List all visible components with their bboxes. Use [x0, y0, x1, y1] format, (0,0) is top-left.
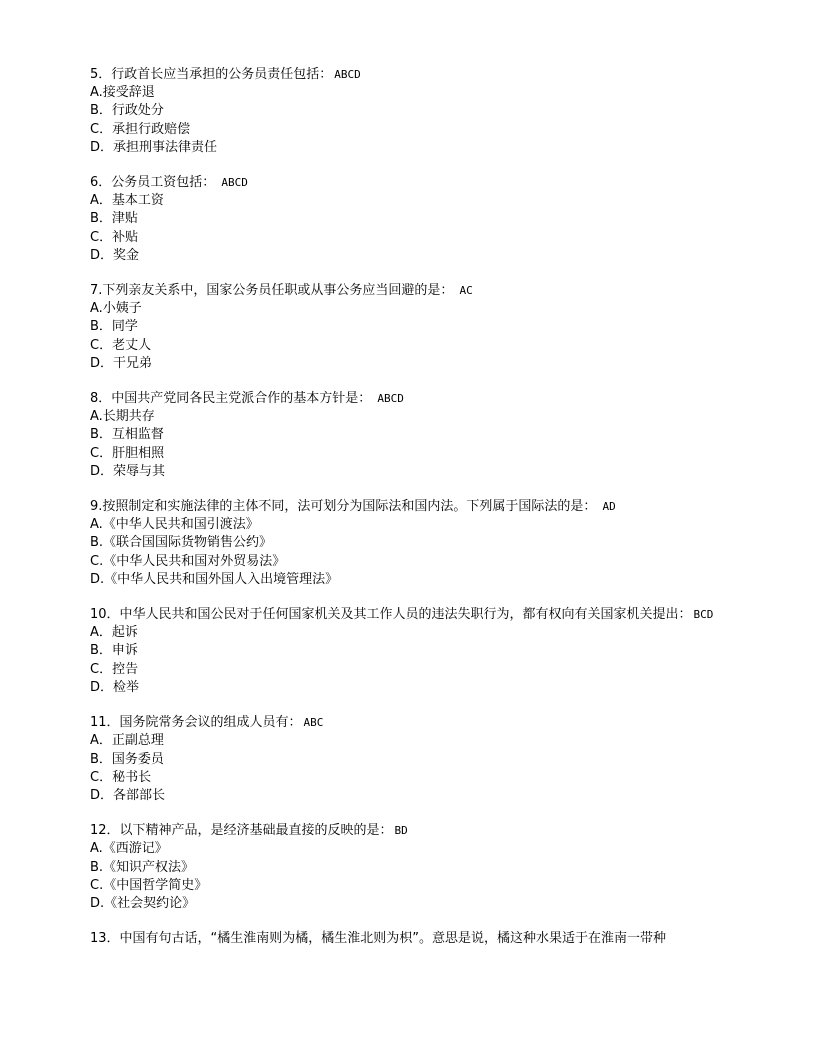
- option-c: C．老丈人: [90, 337, 152, 353]
- option-d: D.《社会契约论》: [90, 895, 196, 911]
- option-c: C.《中国哲学简史》: [90, 877, 208, 893]
- option-a: A.长期共存: [90, 409, 155, 425]
- question-text: 12．以下精神产品，是经济基础最直接的反映的是： BD: [90, 823, 408, 839]
- option-b: B.《联合国国际货物销售公约》: [90, 535, 273, 551]
- option-a: A.《西游记》: [90, 841, 168, 857]
- option-b: B．行政处分: [90, 103, 164, 119]
- question-13: [90, 930, 720, 948]
- option-a: A.接受辞退: [90, 85, 155, 101]
- option-b: B．互相监督: [90, 427, 164, 443]
- answer-key: BCD: [693, 608, 714, 622]
- question-text: 6．公务员工资包括： ABCD: [90, 175, 248, 191]
- option-d: D．检举: [90, 679, 140, 695]
- option-a: A.小姨子: [90, 301, 142, 317]
- question-6: [90, 174, 720, 265]
- option-c: C．肝胆相照: [90, 445, 165, 461]
- option-c: C.《中华人民共和国对外贸易法》: [90, 553, 286, 569]
- question-10: [90, 606, 720, 697]
- option-a: A．基本工资: [90, 193, 164, 209]
- question-9: [90, 498, 720, 589]
- answer-key: AC: [459, 284, 473, 298]
- question-text: 8．中国共产党同各民主党派合作的基本方针是： ABCD: [90, 391, 404, 407]
- option-c: C．承担行政赔偿: [90, 121, 191, 137]
- question-text: 11．国务院常务会议的组成人员有： ABC: [90, 715, 324, 731]
- question-7: [90, 282, 720, 373]
- answer-key: ABC: [303, 716, 324, 730]
- option-b: B.《知识产权法》: [90, 859, 195, 875]
- option-a: A．起诉: [90, 625, 138, 641]
- question-8: [90, 390, 720, 481]
- answer-key: BD: [394, 824, 408, 838]
- question-5: [90, 66, 720, 157]
- option-b: B．国务委员: [90, 751, 164, 767]
- option-c: C．补贴: [90, 229, 139, 245]
- question-text: 10．中华人民共和国公民对于任何国家机关及其工作人员的违法失职行为，都有权向有关国家机关提出： BCD: [90, 607, 714, 623]
- answer-key: ABCD: [334, 68, 361, 81]
- question-text: 7.下列亲友关系中，国家公务员任职或从事公务应当回避的是： AC: [90, 283, 473, 299]
- option-d: D．干兄弟: [90, 355, 153, 371]
- option-a: A．正副总理: [90, 733, 164, 749]
- option-c: C．控告: [90, 661, 139, 677]
- option-b: B．津贴: [90, 211, 138, 227]
- question-text: 5．行政首长应当承担的公务员责任包括： ABCD: [90, 67, 361, 82]
- option-d: D．各部部长: [90, 787, 166, 803]
- answer-key: ABCD: [221, 176, 248, 190]
- question-11: [90, 714, 720, 805]
- option-d: D．奖金: [90, 247, 140, 263]
- option-a: A.《中华人民共和国引渡法》: [90, 517, 259, 533]
- option-b: B．申诉: [90, 643, 138, 659]
- answer-key: AD: [602, 500, 616, 514]
- document-page: [90, 66, 720, 965]
- option-c: C．秘书长: [90, 769, 152, 785]
- option-b: B．同学: [90, 319, 138, 335]
- option-d: D．承担刑事法律责任: [90, 139, 218, 155]
- question-12: [90, 822, 720, 913]
- option-d: D．荣辱与其: [90, 463, 166, 479]
- option-d: D.《中华人民共和国外国人入出境管理法》: [90, 571, 339, 587]
- question-text: 9.按照制定和实施法律的主体不同，法可划分为国际法和国内法。下列属于国际法的是： AD: [90, 499, 616, 515]
- question-text: 13．中国有句古话，“橘生淮南则为橘，橘生淮北则为枳”。意思是说，橘这种水果适于在淮南一带种: [90, 931, 667, 947]
- answer-key: ABCD: [377, 392, 404, 406]
